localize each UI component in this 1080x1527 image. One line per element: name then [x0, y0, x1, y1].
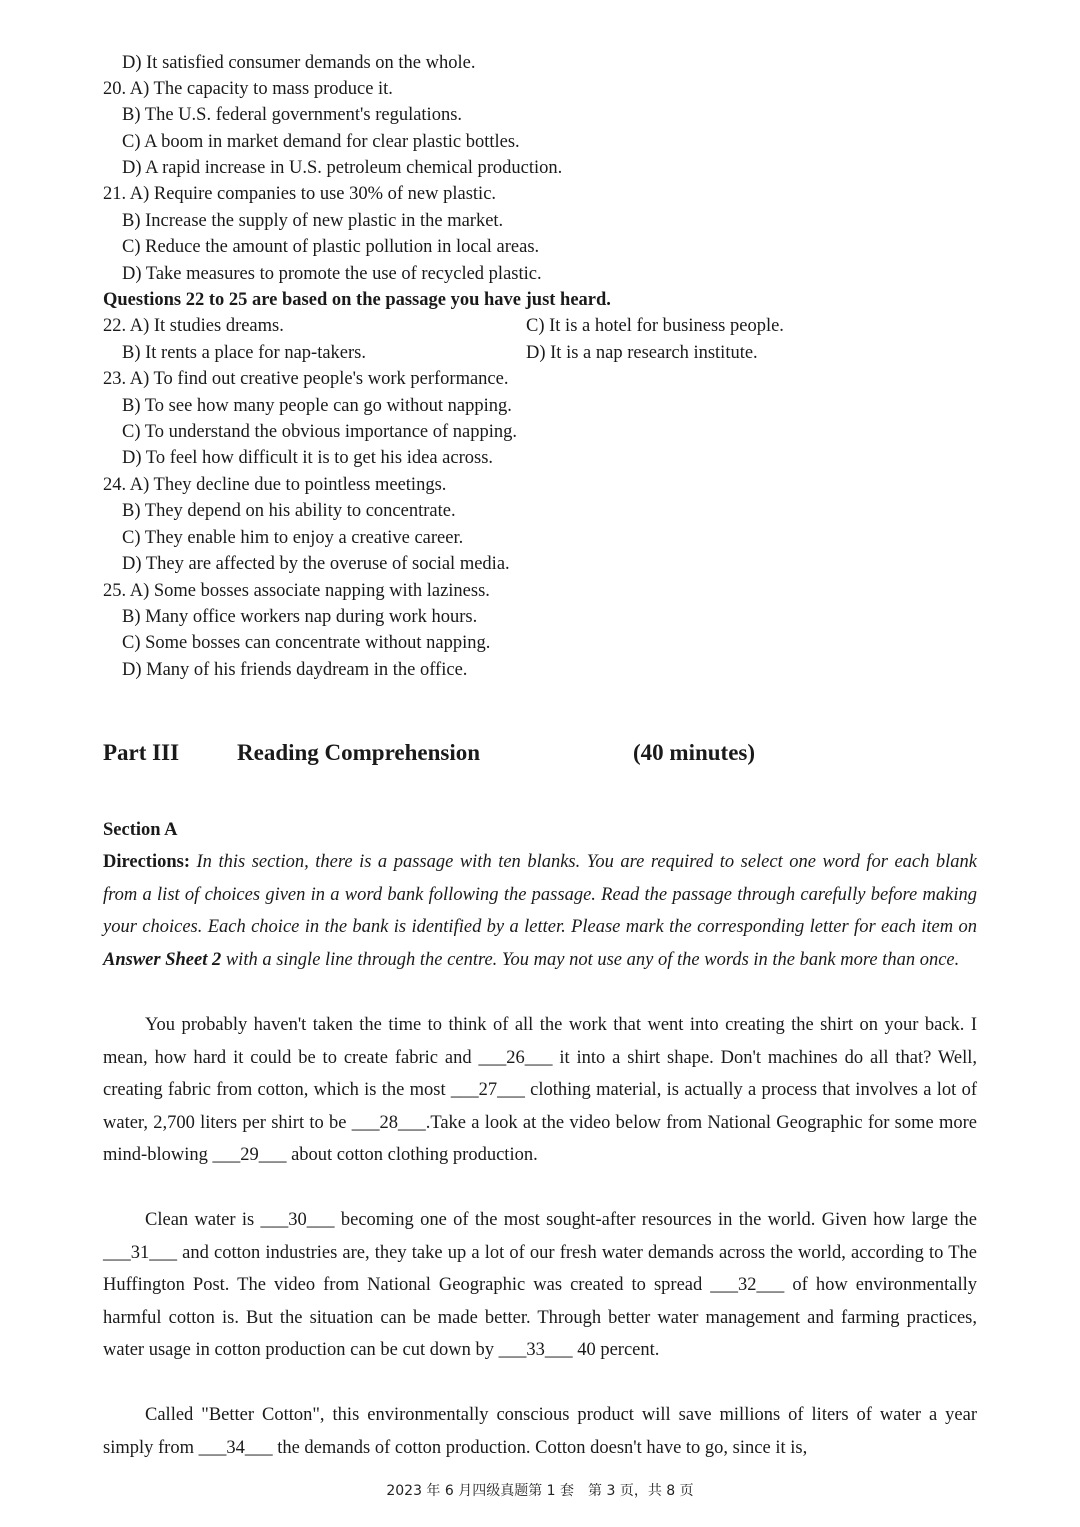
- section-title: Section A: [103, 820, 178, 840]
- option-21c: C) Reduce the amount of plastic pollution in local areas.: [122, 237, 540, 257]
- option-22a: 22. A) It studies dreams.: [103, 316, 284, 336]
- option-25d: D) Many of his friends daydream in the office.: [122, 660, 468, 680]
- questions-heading: Questions 22 to 25 are based on the passage you have just heard.: [103, 290, 611, 310]
- option-24b: B) They depend on his ability to concentrate.: [122, 501, 456, 521]
- passage-paragraph-1: You probably haven't taken the time to think of all the work that went into creating the shirt on your back. I mean, how hard it could be to create fabric and ___26___ it into a shirt shape. Don't machines do all that? Well, creating fabric from cotton, which is the most ___27___ clothing material, is actually a process that involves a lot of water, 2,700 liters per shirt to be ___28___.Take a look at the video below from National Geographic for some more mind-blowing ___29___ about cotton clothing production.: [103, 1015, 977, 1165]
- option-20a: 20. A) The capacity to mass produce it.: [103, 79, 393, 99]
- option-19d: D) It satisfied consumer demands on the whole.: [122, 53, 476, 73]
- page-footer: 2023 年 6 月四级真题第 1 套 第 3 页，共 8 页: [386, 1483, 694, 1499]
- part-time: (40 minutes): [633, 740, 756, 765]
- option-24c: C) They enable him to enjoy a creative career.: [122, 528, 464, 548]
- option-22d: D) It is a nap research institute.: [526, 343, 758, 363]
- passage-paragraph-3: Called "Better Cotton", this environmentally conscious product will save millions of liters of water a year simply from ___34___ the demands of cotton production. Cotton doesn't have to go, since it is,: [103, 1405, 977, 1458]
- directions: [103, 846, 977, 976]
- option-25c: C) Some bosses can concentrate without napping.: [122, 633, 491, 653]
- part-label: Part III: [103, 740, 180, 765]
- answer-sheet-ref: Answer Sheet 2: [103, 949, 222, 970]
- option-20d: D) A rapid increase in U.S. petroleum chemical production.: [122, 158, 563, 178]
- option-24a: 24. A) They decline due to pointless meetings.: [103, 475, 447, 495]
- option-25b: B) Many office workers nap during work hours.: [122, 607, 478, 627]
- passage-paragraph-2: Clean water is ___30___ becoming one of the most sought-after resources in the world. Given how large the ___31___ and cotton industries are, they take up a lot of our fresh water demands across the world, according to The Huffington Post. The video from National Geographic was created to spread ___32___ of how environmentally harmful cotton is. But the situation can be made better. Through better water management and farming practices, water usage in cotton production can be cut down by ___33___ 40 percent.: [103, 1210, 977, 1360]
- option-24d: D) They are affected by the overuse of social media.: [122, 554, 510, 574]
- part-title: Reading Comprehension: [237, 740, 481, 765]
- option-23c: C) To understand the obvious importance of napping.: [122, 422, 518, 442]
- option-21a: 21. A) Require companies to use 30% of new plastic.: [103, 184, 497, 204]
- option-23a: 23. A) To find out creative people's work performance.: [103, 369, 509, 389]
- directions-text-end: with a single line through the centre. You may not use any of the words in the bank more than once.: [221, 949, 960, 970]
- option-21b: B) Increase the supply of new plastic in the market.: [122, 211, 504, 231]
- option-23b: B) To see how many people can go without napping.: [122, 396, 512, 416]
- option-21d: D) Take measures to promote the use of recycled plastic.: [122, 264, 542, 284]
- option-22c: C) It is a hotel for business people.: [526, 316, 784, 336]
- directions-text: In this section, there is a passage with ten blanks. You are required to select one word for each blank from a list of choices given in a word bank following the passage. Read the passage through carefully before making your choices. Each choice in the bank is identified by a letter. Please mark the corresponding letter for each item on: [103, 852, 977, 937]
- option-20c: C) A boom in market demand for clear plastic bottles.: [122, 132, 520, 152]
- directions-label: Directions:: [103, 852, 190, 872]
- option-20b: B) The U.S. federal government's regulations.: [122, 105, 463, 125]
- option-25a: 25. A) Some bosses associate napping with laziness.: [103, 581, 490, 601]
- option-23d: D) To feel how difficult it is to get his idea across.: [122, 448, 494, 468]
- option-22b: B) It rents a place for nap-takers.: [122, 343, 366, 363]
